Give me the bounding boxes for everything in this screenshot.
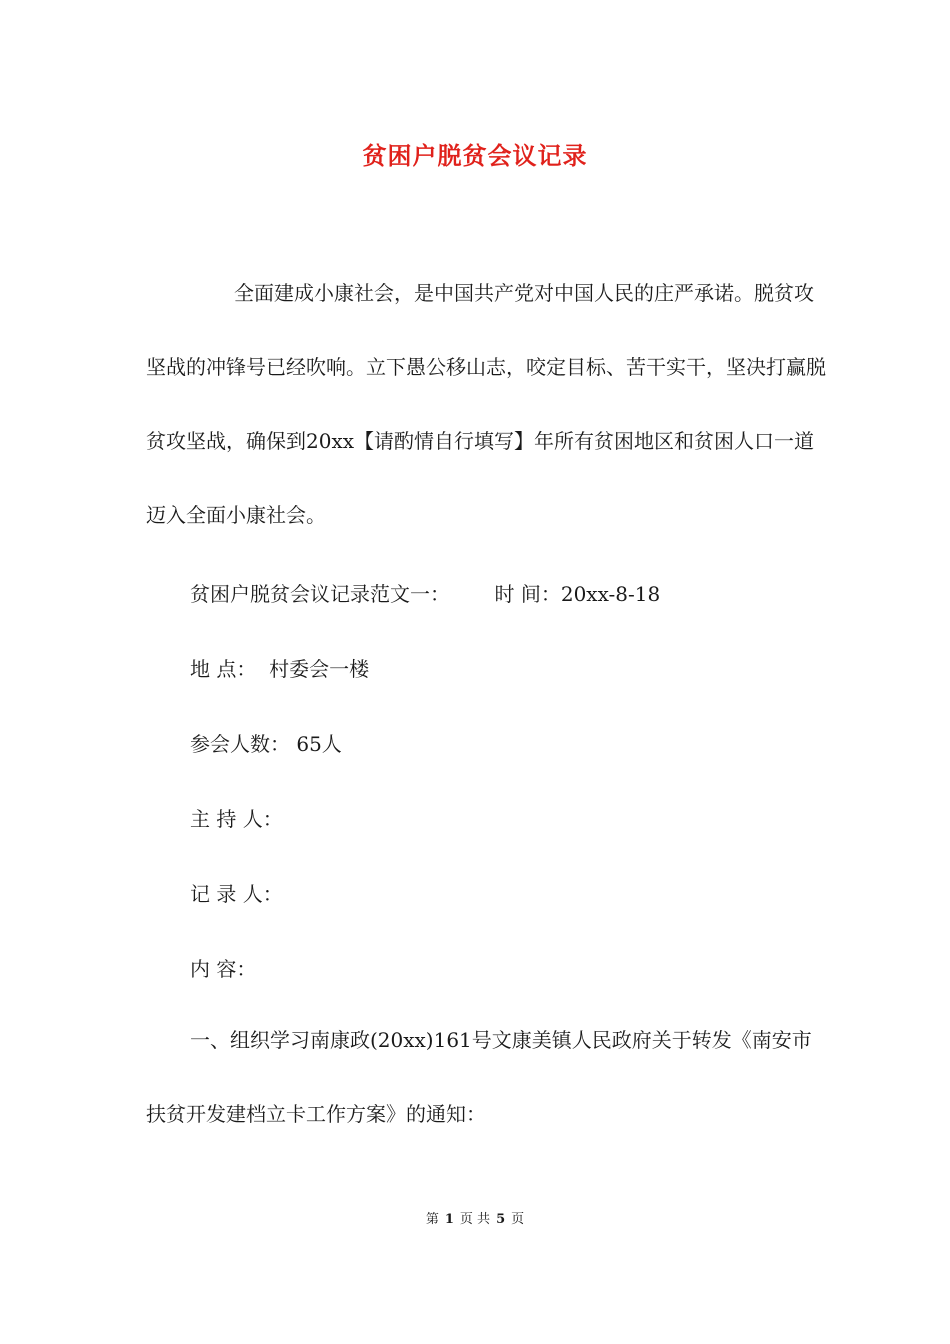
footer-total-pages: 5 <box>496 1212 506 1227</box>
meeting-location: 地 点： 村委会一楼 <box>190 657 370 681</box>
intro-paragraph <box>146 256 826 552</box>
footer-prefix: 第 <box>425 1212 439 1227</box>
agenda-item-one: 一、组织学习南康政(20xx)161号文康美镇人民政府关于转发《南安市扶贫开发建档立卡工作方案》的通知： <box>146 1028 812 1126</box>
attendee-count: 参会人数： 65人 <box>190 732 342 756</box>
intro-paragraph-text: 全面建成小康社会，是中国共产党对中国人民的庄严承诺。脱贫攻坚战的冲锋号已经吹响。立下愚公移山志，咬定目标、苦干实干，坚决打赢脱贫攻坚战，确保到20xx【请酌情自行填写】年所有贫困地区和贫困人口一道迈入全面小康社会。 <box>146 281 826 527</box>
meeting-host: 主 持 人： <box>190 807 283 831</box>
meeting-content-label: 内 容： <box>190 957 257 981</box>
meeting-recorder: 记 录 人： <box>190 882 283 906</box>
footer-mid: 页 共 <box>459 1212 491 1227</box>
footer-suffix: 页 <box>511 1212 525 1227</box>
page-footer <box>0 1208 950 1227</box>
sample-heading-and-time: 贫困户脱贫会议记录范文一： 时 间：20xx-8-18 <box>190 582 661 606</box>
document-title: 贫困户脱贫会议记录 <box>362 141 588 170</box>
footer-current-page: 1 <box>444 1212 454 1227</box>
